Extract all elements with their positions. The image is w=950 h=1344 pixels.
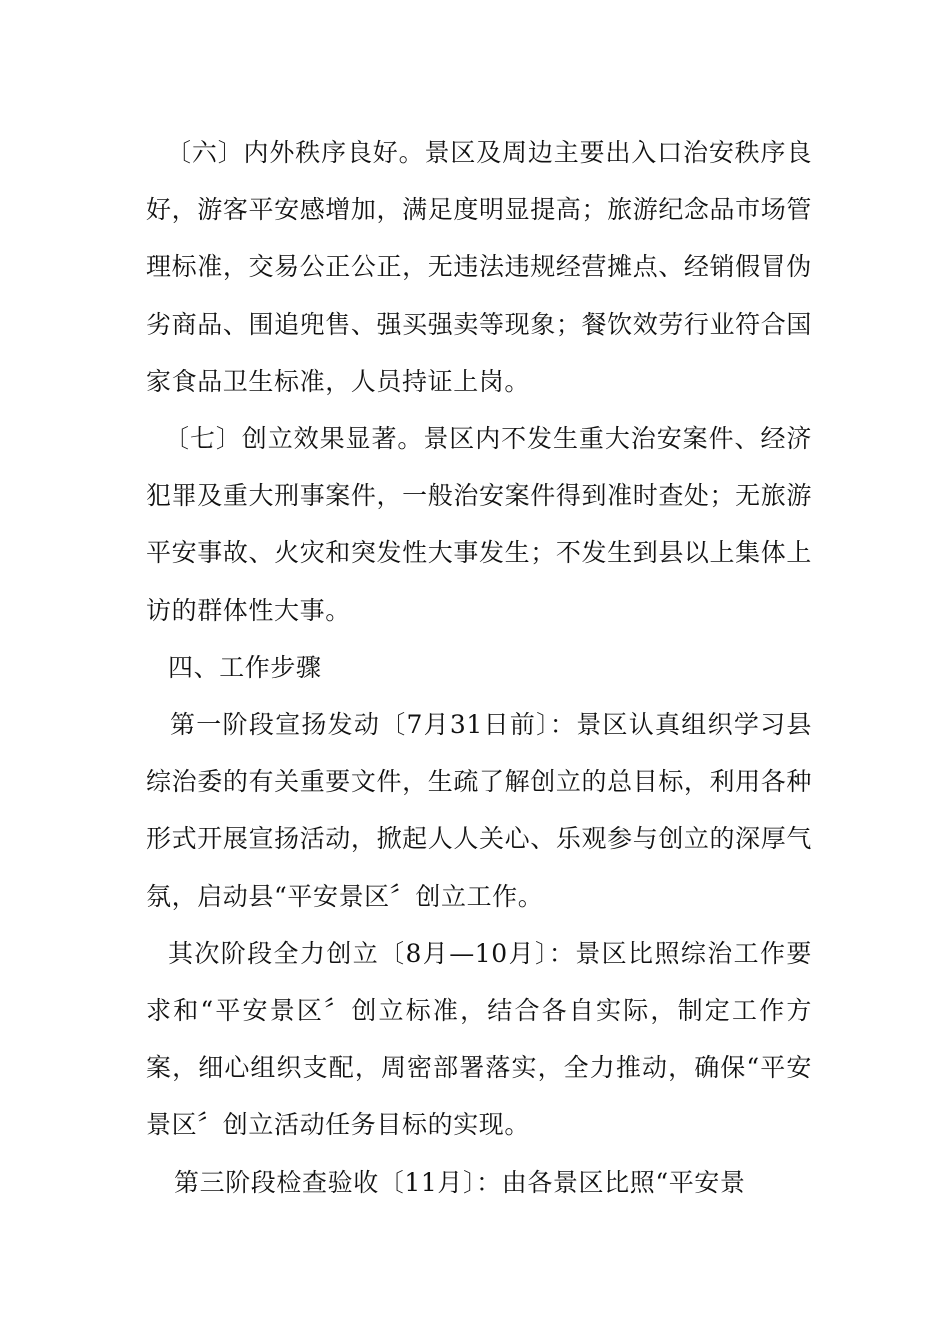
document-body: [146, 124, 812, 1211]
section-heading-work-steps: 四、工作步骤: [168, 652, 322, 682]
paragraph-stage-two: 其次阶段全力创立〔8月—10月〕：景区比照综治工作要求和“平安景区〞创立标准，结合各自实际，制定工作方案，细心组织支配，周密部署落实，全力推动，确保“平安景区〞创立活动任务目标的实现。: [146, 938, 812, 1140]
paragraph-stage-three: 第三阶段检查验收〔11月〕：由各景区比照“平安景: [174, 1167, 746, 1197]
paragraph-order-good: 〔六〕内外秩序良好。景区及周边主要出入口治安秩序良好，游客平安感增加，满足度明显提高；旅游纪念品市场管理标准，交易公正公正，无违法违规经营摊点、经销假冒伪劣商品、围追兜售、强买强卖等现象；餐饮效劳行业符合国家食品卫生标准，人员持证上岗。: [146, 138, 812, 396]
paragraph-stage-one: 第一阶段宣扬发动〔7月31日前〕：景区认真组织学习县综治委的有关重要文件，生疏了解创立的总目标，利用各种形式开展宣扬活动，掀起人人关心、乐观参与创立的深厚气氛，启动县“平安景区〞创立工作。: [146, 710, 812, 911]
paragraph-results-notable: 〔七〕创立效果显著。景区内不发生重大治安案件、经济犯罪及重大刑事案件，一般治安案件得到准时查处；无旅游平安事故、火灾和突发性大事发生；不发生到县以上集体上访的群体性大事。: [146, 424, 812, 625]
